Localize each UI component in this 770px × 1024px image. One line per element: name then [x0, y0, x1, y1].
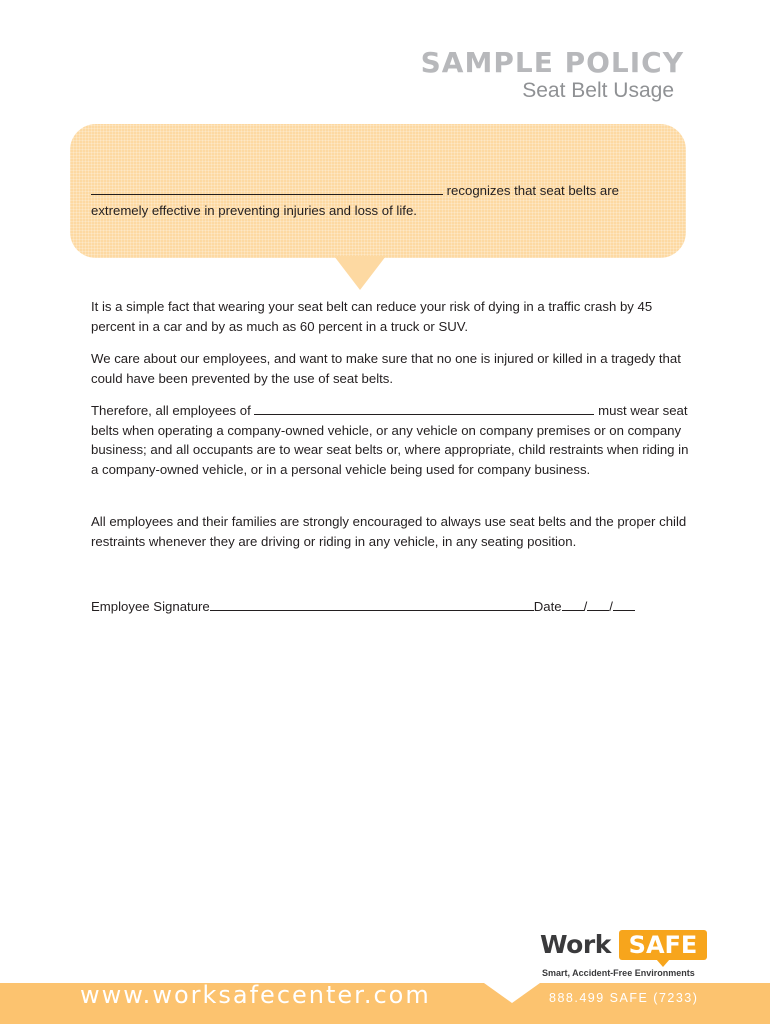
date-month-field[interactable] — [562, 598, 584, 611]
date-year-field[interactable] — [613, 598, 635, 611]
policy-text-start: Therefore, all employees of — [91, 403, 255, 418]
date-label: Date — [533, 599, 562, 614]
footer-website[interactable]: www.worksafecenter.com — [80, 981, 431, 1009]
date-separator: / — [609, 599, 613, 614]
callout-text — [91, 181, 651, 221]
signature-field[interactable] — [210, 598, 534, 611]
date-separator: / — [583, 599, 588, 614]
logo-word-work: Work — [540, 930, 611, 959]
logo-pointer-icon — [656, 959, 670, 967]
logo-tagline: Smart, Accident-Free Environments — [542, 968, 695, 978]
signature-line — [91, 598, 635, 614]
policy-text-end: must wear seat belts when operating a company-owned vehicle, or any vehicle on company premises or on company business; and all occupants are to wear seat belts or, where appropriate, child restraints when riding in a company-owned vehicle, or in a personal vehicle being used for company business. — [91, 403, 689, 477]
company-name-blank[interactable] — [91, 182, 443, 195]
logo-word-safe: SAFE — [619, 930, 707, 960]
page-title: SAMPLE POLICY — [420, 46, 684, 79]
callout-line2: extremely effective in preventing injuries and loss of life. — [91, 203, 417, 218]
callout-bubble-tail — [334, 256, 386, 292]
paragraph-risk: It is a simple fact that wearing your seat belt can reduce your risk of dying in a traffic crash by 45 percent in a car and by as much as 60 percent in a truck or SUV. — [91, 299, 653, 334]
footer-phone: 888.499 SAFE (7233) — [549, 991, 699, 1005]
page-subtitle: Seat Belt Usage — [522, 79, 674, 102]
paragraph-care: We care about our employees, and want to make sure that no one is injured or killed in a tragedy that could have been prevented by the use of seat belts. — [91, 351, 681, 386]
paragraph-families: All employees and their families are strongly encouraged to always use seat belts and the proper child restraints whenever they are driving or riding in any vehicle, in any seating position. — [91, 514, 687, 549]
worksafe-logo — [538, 930, 710, 982]
paragraph-policy — [91, 401, 691, 479]
signature-label: Employee Signature — [91, 599, 210, 614]
callout-line1: recognizes that seat belts are — [443, 183, 619, 198]
employer-name-blank[interactable] — [254, 402, 594, 415]
date-day-field[interactable] — [587, 598, 609, 611]
